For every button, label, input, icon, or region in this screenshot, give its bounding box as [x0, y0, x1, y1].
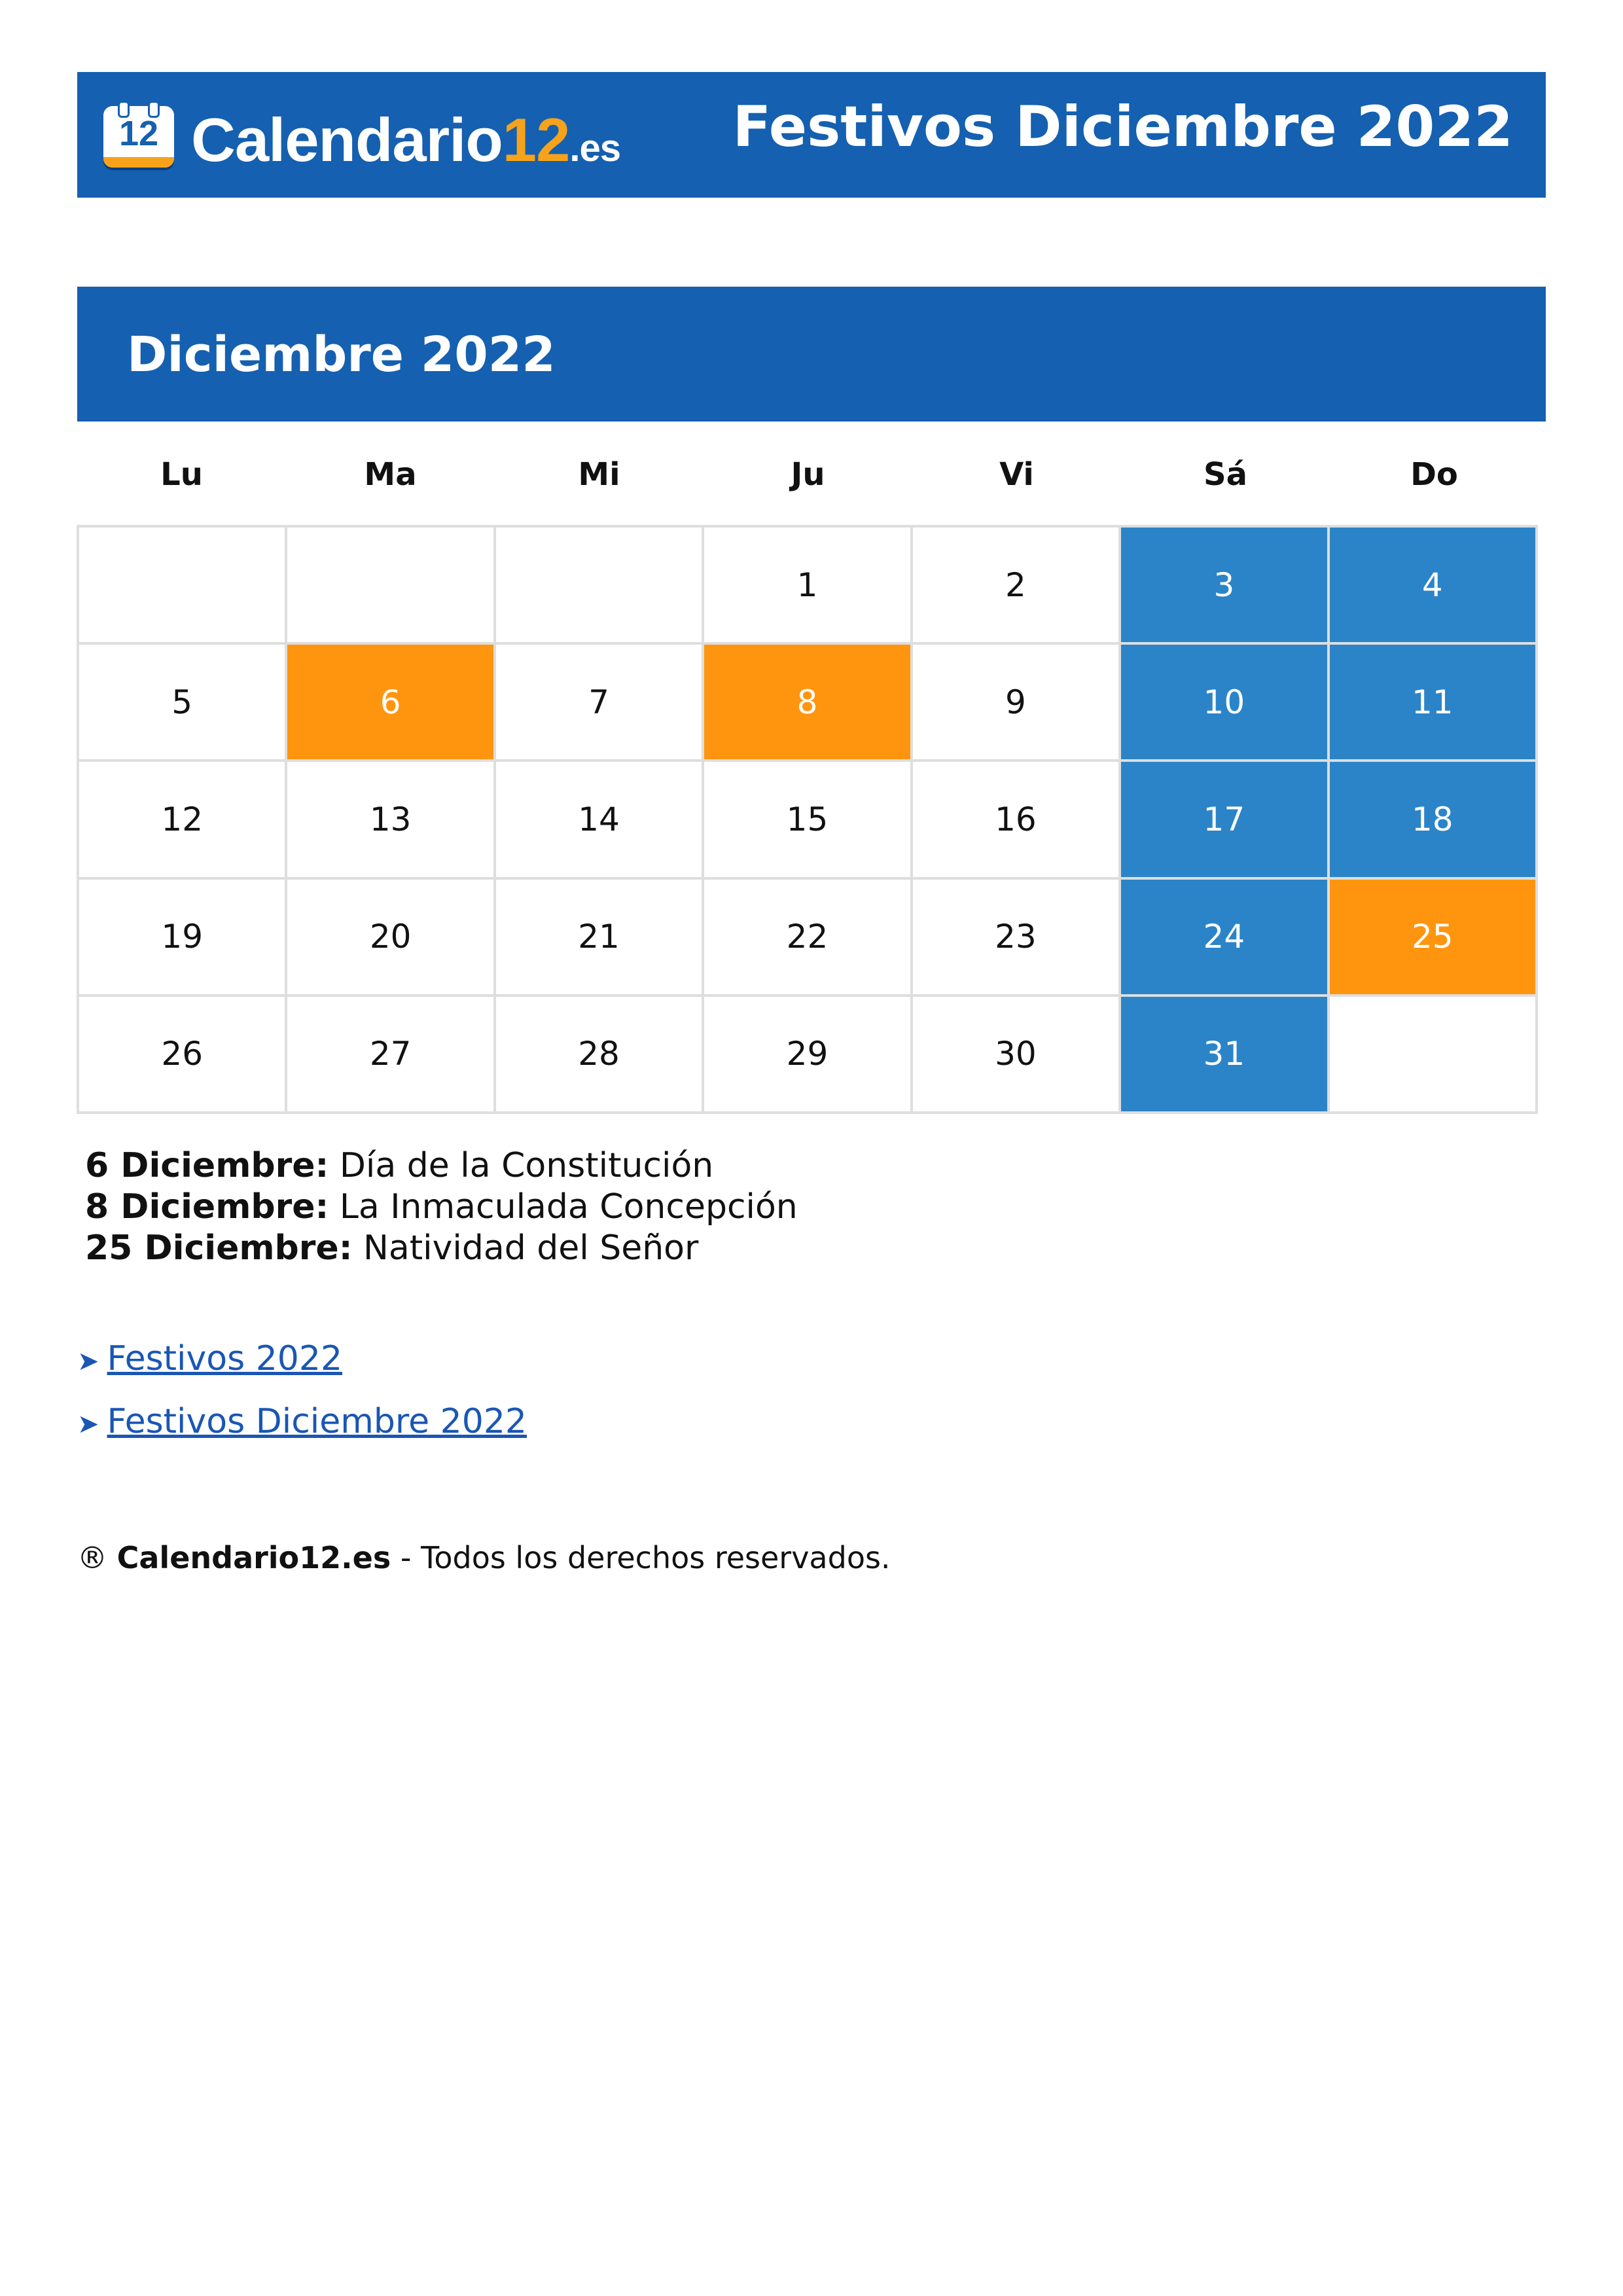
month-title: Diciembre 2022: [127, 327, 556, 383]
holiday-date: 8 Diciembre:: [85, 1187, 329, 1227]
holiday-name: La Inmaculada Concepción: [339, 1187, 798, 1227]
weekday-label: Do: [1410, 456, 1458, 493]
logo-wordmark: [191, 107, 620, 181]
link-festivos-diciembre-2022[interactable]: Festivos Diciembre 2022: [107, 1402, 527, 1441]
weekday-label: Ma: [364, 456, 417, 493]
calendar-icon: [103, 106, 174, 168]
day-cell-25[interactable]: 25: [1330, 880, 1538, 997]
holiday-date: 6 Diciembre:: [85, 1146, 329, 1185]
link-festivos-2022[interactable]: Festivos 2022: [107, 1339, 343, 1378]
footer: [77, 1535, 891, 1581]
day-cell-8[interactable]: 8: [704, 645, 912, 762]
day-cell-11[interactable]: 11: [1330, 645, 1538, 762]
day-cell-28[interactable]: 28: [496, 997, 704, 1114]
link-item: [77, 1391, 527, 1454]
day-cell-empty: [287, 528, 495, 645]
top-banner: [77, 72, 1546, 198]
logo-badge-number: 12: [118, 114, 159, 153]
weekday-label: Mi: [578, 456, 620, 493]
day-cell-empty: [1330, 997, 1538, 1114]
day-cell-3[interactable]: 3: [1121, 528, 1329, 645]
day-cell-5[interactable]: 5: [79, 645, 287, 762]
day-cell-31[interactable]: 31: [1121, 997, 1329, 1114]
day-cell-24[interactable]: 24: [1121, 880, 1329, 997]
day-cell-empty: [79, 528, 287, 645]
day-cell-21[interactable]: 21: [496, 880, 704, 997]
day-cell-27[interactable]: 27: [287, 997, 495, 1114]
holiday-date: 25 Diciembre:: [85, 1229, 353, 1268]
day-cell-9[interactable]: 9: [913, 645, 1121, 762]
day-cell-14[interactable]: 14: [496, 762, 704, 879]
logo-word-number: 12: [502, 105, 570, 174]
footer-text: - Todos los derechos reservados.: [391, 1540, 891, 1575]
holiday-item: [85, 1228, 798, 1269]
holiday-item: [85, 1187, 798, 1228]
holiday-name: Natividad del Señor: [363, 1229, 699, 1268]
day-cell-4[interactable]: 4: [1330, 528, 1538, 645]
logo-word: Calendario: [191, 105, 503, 174]
holiday-item: [85, 1145, 798, 1187]
page-title: Festivos Diciembre 2022: [732, 94, 1513, 160]
day-cell-15[interactable]: 15: [704, 762, 912, 879]
day-cell-7[interactable]: 7: [496, 645, 704, 762]
day-cell-empty: [496, 528, 704, 645]
weekday-label: Sá: [1204, 456, 1247, 493]
day-cell-1[interactable]: 1: [704, 528, 912, 645]
day-cell-10[interactable]: 10: [1121, 645, 1329, 762]
month-header: [77, 287, 1546, 422]
arrow-right-icon: ➤: [77, 1409, 99, 1439]
day-cell-22[interactable]: 22: [704, 880, 912, 997]
footer-brand: Calendario12.es: [116, 1540, 391, 1575]
link-item: [77, 1329, 527, 1391]
day-cell-2[interactable]: 2: [913, 528, 1121, 645]
day-cell-13[interactable]: 13: [287, 762, 495, 879]
calendar-icon-bar: [103, 157, 174, 168]
weekday-label: Lu: [160, 456, 203, 493]
holiday-list: [85, 1145, 798, 1269]
arrow-right-icon: ➤: [77, 1346, 99, 1376]
weekday-label: Ju: [791, 456, 825, 493]
day-cell-19[interactable]: 19: [79, 880, 287, 997]
calendar-grid: [77, 525, 1538, 1114]
related-links: [77, 1329, 527, 1454]
day-cell-23[interactable]: 23: [913, 880, 1121, 997]
weekday-row: [77, 445, 1539, 504]
weekday-label: Vi: [999, 456, 1034, 493]
day-cell-18[interactable]: 18: [1330, 762, 1538, 879]
holiday-name: Día de la Constitución: [339, 1146, 714, 1185]
day-cell-6[interactable]: 6: [287, 645, 495, 762]
logo-word-tld: .es: [569, 127, 620, 170]
day-cell-20[interactable]: 20: [287, 880, 495, 997]
day-cell-26[interactable]: 26: [79, 997, 287, 1114]
day-cell-12[interactable]: 12: [79, 762, 287, 879]
day-cell-30[interactable]: 30: [913, 997, 1121, 1114]
day-cell-17[interactable]: 17: [1121, 762, 1329, 879]
day-cell-29[interactable]: 29: [704, 997, 912, 1114]
registered-icon: ®: [77, 1540, 107, 1575]
day-cell-16[interactable]: 16: [913, 762, 1121, 879]
